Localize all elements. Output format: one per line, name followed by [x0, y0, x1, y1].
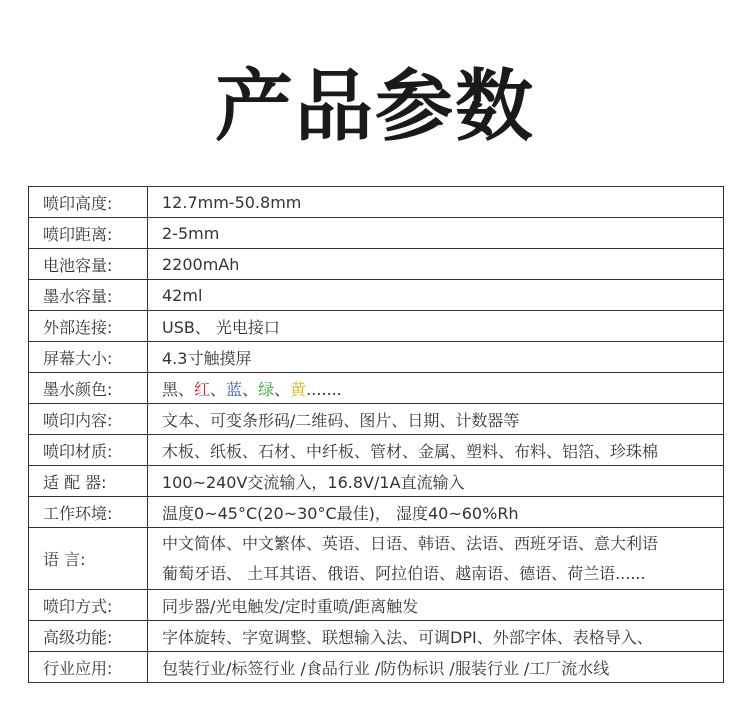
table-row	[29, 621, 724, 652]
spec-value: 同步器/光电触发/定时重喷/距离触发	[148, 590, 724, 621]
table-row	[29, 404, 724, 435]
spec-label: 行业应用:	[29, 652, 148, 683]
spec-label: 电池容量:	[29, 249, 148, 280]
ink-color-red: 红	[194, 379, 211, 399]
table-row	[29, 187, 724, 218]
spec-label: 外部连接:	[29, 311, 148, 342]
table-row	[29, 311, 724, 342]
spec-label: 喷印方式:	[29, 590, 148, 621]
languages-value	[148, 528, 724, 590]
languages-line: 中文简体、中文繁体、英语、日语、韩语、法语、西班牙语、意大利语	[162, 533, 659, 553]
color-separator: 、	[274, 379, 291, 399]
spec-value: 温度0~45°C(20~30°C最佳)， 湿度40~60%Rh	[148, 497, 724, 528]
table-row	[29, 249, 724, 280]
table-row	[29, 652, 724, 683]
spec-label: 高级功能:	[29, 621, 148, 652]
spec-label: 工作环境:	[29, 497, 148, 528]
ink-color-black: 黑	[162, 379, 179, 399]
spec-label: 语 言:	[29, 528, 148, 590]
spec-value: 字体旋转、字宽调整、联想输入法、可调DPI、外部字体、表格导入、	[148, 621, 724, 652]
color-suffix: .......	[306, 379, 342, 399]
spec-value: 包装行业/标签行业 /食品行业 /防伪标识 /服装行业 /工厂流水线	[148, 652, 724, 683]
spec-label: 喷印距离:	[29, 218, 148, 249]
table-row	[29, 497, 724, 528]
color-separator: 、	[210, 379, 227, 399]
ink-colors-value	[148, 373, 724, 404]
spec-label: 墨水颜色:	[29, 373, 148, 404]
table-row	[29, 280, 724, 311]
table-row	[29, 466, 724, 497]
spec-label: 屏幕大小:	[29, 342, 148, 373]
ink-color-yellow: 黄	[290, 379, 307, 399]
spec-value: 100~240V交流输入，16.8V/1A直流输入	[148, 466, 724, 497]
page-title: 产品参数	[214, 62, 535, 152]
color-separator: 、	[178, 379, 195, 399]
table-row	[29, 342, 724, 373]
spec-label: 适 配 器:	[29, 466, 148, 497]
spec-table	[28, 186, 724, 683]
ink-color-green: 绿	[258, 379, 275, 399]
spec-value: 2200mAh	[148, 249, 724, 280]
spec-value: 4.3寸触摸屏	[148, 342, 724, 373]
table-row	[29, 435, 724, 466]
spec-value: 文本、可变条形码/二维码、图片、日期、计数器等	[148, 404, 724, 435]
spec-label: 墨水容量:	[29, 280, 148, 311]
table-row	[29, 373, 724, 404]
spec-value: 12.7mm-50.8mm	[148, 187, 724, 218]
table-row	[29, 528, 724, 590]
spec-value: 2-5mm	[148, 218, 724, 249]
spec-value: 木板、纸板、石材、中纤板、管材、金属、塑料、布料、铝箔、珍珠棉	[148, 435, 724, 466]
ink-color-blue: 蓝	[226, 379, 243, 399]
table-row	[29, 590, 724, 621]
table-row	[29, 218, 724, 249]
spec-value: 42ml	[148, 280, 724, 311]
spec-label: 喷印材质:	[29, 435, 148, 466]
spec-value: USB、 光电接口	[148, 311, 724, 342]
languages-line: 葡萄牙语、 土耳其语、俄语、阿拉伯语、越南语、德语、荷兰语......	[162, 563, 646, 583]
spec-label: 喷印高度:	[29, 187, 148, 218]
color-separator: 、	[242, 379, 259, 399]
spec-label: 喷印内容:	[29, 404, 148, 435]
